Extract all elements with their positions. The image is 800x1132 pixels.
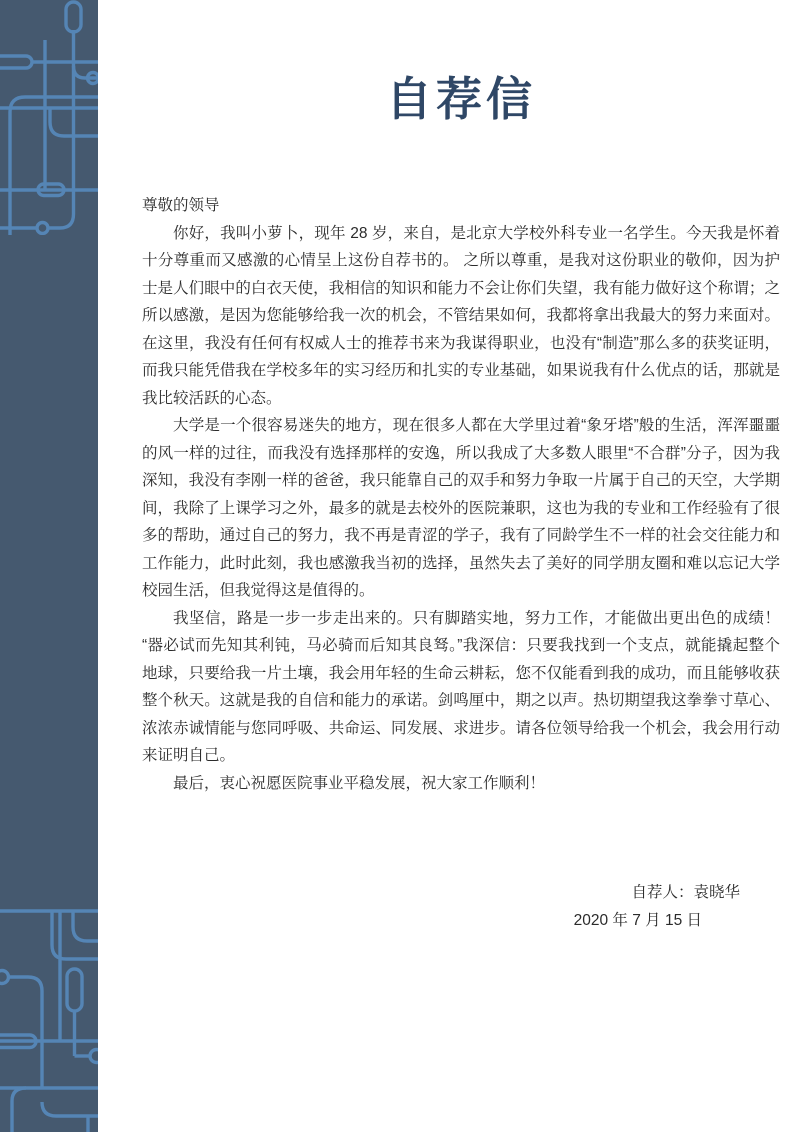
signer-name: 自荐人：袁晓华 <box>631 884 740 901</box>
decor-sidebar <box>0 0 98 1132</box>
signature-date: 2020 年 7 月 15 日 <box>573 912 702 929</box>
paragraph: 最后，衷心祝愿医院事业平稳发展，祝大家工作顺利！ <box>173 774 546 792</box>
paragraph: 我坚信，路是一步一步走出来的。只有脚踏实地，努力工作，才能做出更出色的成绩！“器必试而先知其利钝，马必骑而后知其良驽。”我深信：只要我找到一个支点，就能撬起整个地球，只要给我一片土壤，我会用年轻的生命云耕耘，您不仅能看到我的成功，而且能够收获整个秋天。这就是我的自信和能力的承诺。剑鸣厘中，期之以声。热切期望我这拳拳寸草心、浓浓赤诚情能与您同呼吸、共命运、同发展、求进步。请各位领导给我一个机会，我会用行动来证明自己。 <box>142 609 780 764</box>
signature-block <box>142 879 780 935</box>
letter-body <box>142 192 780 797</box>
letter-title: 自荐信 <box>386 73 536 125</box>
circuit-pattern-top-icon <box>0 0 98 235</box>
circuit-pattern-bottom-icon <box>0 905 98 1132</box>
salutation: 尊敬的领导 <box>142 197 220 214</box>
letter <box>142 0 780 935</box>
paragraph: 大学是一个很容易迷失的地方，现在很多人都在大学里过着“象牙塔”般的生活，浑浑噩噩的风一样的过往，而我没有选择那样的安逸，所以我成了大多数人眼里“不合群”分子，因为我深知，我没有李刚一样的爸爸，我只能靠自己的双手和努力争取一片属于自己的天空，大学期间，我除了上课学习之外，最多的就是去校外的医院兼职，这也为我的专业和工作经验有了很多的帮助，通过自己的努力，我不再是青涩的学子，我有了同龄学生不一样的社会交往能力和工作能力，此时此刻，我也感激我当初的选择，虽然失去了美好的同学朋友圈和难以忘记大学校园生活，但我觉得这是值得的。 <box>142 417 780 599</box>
paragraph: 你好，我叫小萝卜，现年 28 岁，来自，是北京大学校外科专业一名学生。今天我是怀着十分尊重而又感激的心情呈上这份自荐书的。 之所以尊重，是我对这份职业的敬仰，因为护士是人们眼中的白衣天使，我相信的知识和能力不会让你们失望，我有能力做好这个称谓；之所以感激，是因为您能够给我一次的机会，不管结果如何，我都将拿出我最大的努力来面对。在这里，我没有任何有权威人士的推荐书来为我谋得职业，也没有“制造”那么多的获奖证明，而我只能凭借我在学校多年的实习经历和扎实的专业基础，如果说我有什么优点的话，那就是我比较活跃的心态。 <box>142 224 780 407</box>
